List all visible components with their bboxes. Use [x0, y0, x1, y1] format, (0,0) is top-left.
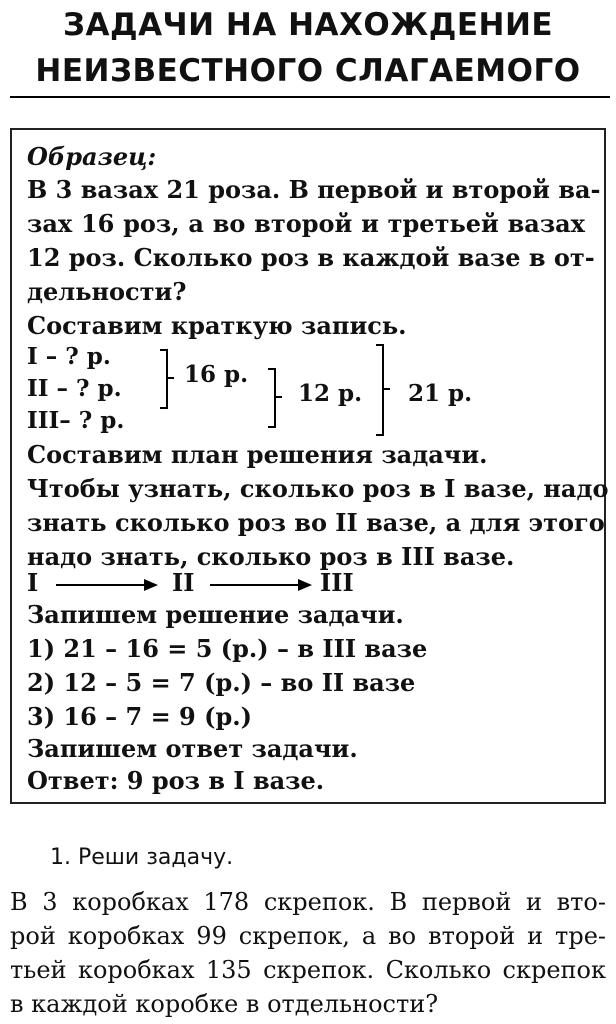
bracket-2-3-tick [274, 396, 282, 398]
answer-heading: Запишем ответ задачи. [27, 734, 358, 763]
task-line: В 3 коробках 178 скрепок. В первой и вто- [10, 888, 606, 916]
problem-line: 12 роз. Сколько роз в каждой вазе в от- [27, 243, 595, 272]
sum-2-3: 12 р. [298, 380, 363, 407]
problem-line: зах 16 роз, а во второй и третьей вазах [27, 209, 585, 238]
task-number: 1. Реши задачу. [50, 845, 234, 870]
bracket-1-2 [160, 349, 168, 409]
page-title [0, 2, 616, 94]
sum-total: 21 р. [408, 380, 473, 407]
title-line-1: ЗАДАЧИ НА НАХОЖДЕНИЕ [62, 7, 554, 43]
bracket-total-tick [382, 388, 390, 390]
solution-step: 2) 12 – 5 = 7 (р.) – во II вазе [27, 668, 416, 697]
flow-arrowhead-2 [298, 579, 312, 591]
bracket-2-3 [268, 368, 276, 428]
scheme-row-2: II – ? р. [27, 375, 122, 402]
bracket-1-2-tick [166, 377, 174, 379]
answer-text: Ответ: 9 роз в I вазе. [27, 766, 325, 795]
sample-heading: Образец: [27, 142, 157, 171]
flow-step-2: II [172, 568, 195, 597]
flow-arrow-1 [56, 584, 146, 586]
flow-arrow-2 [210, 584, 300, 586]
scheme-row-1: I – ? р. [27, 343, 111, 370]
sum-1-2: 16 р. [184, 361, 249, 388]
flow-step-3: III [320, 568, 354, 597]
problem-line: дельности? [27, 277, 187, 306]
task-line: тьей коробках 135 скрепок. Сколько скрепок [10, 956, 606, 984]
short-note-heading: Составим краткую запись. [27, 311, 407, 340]
plan-heading: Составим план решения задачи. [27, 440, 488, 469]
plan-line: Чтобы узнать, сколько роз в I вазе, надо [27, 474, 609, 503]
title-underline [10, 96, 610, 98]
task-line: рой коробках 99 скрепок, а во второй и тре- [10, 922, 606, 950]
title-line-2: НЕИЗВЕСТНОГО СЛАГАЕМОГО [35, 53, 581, 89]
plan-line: знать сколько роз во II вазе, а для этого [27, 508, 605, 537]
bracket-total [376, 344, 384, 436]
flow-arrowhead-1 [144, 579, 158, 591]
plan-line: надо знать, сколько роз в III вазе. [27, 542, 515, 571]
scheme-row-3: III– ? р. [27, 407, 125, 434]
solution-step: 1) 21 – 16 = 5 (р.) – в III вазе [27, 634, 428, 663]
task-line: в каждой коробке в отдельности? [10, 990, 439, 1018]
solution-heading: Запишем решение задачи. [27, 600, 404, 629]
flow-step-1: I [27, 568, 39, 597]
problem-line: В 3 вазах 21 роза. В первой и второй ва- [27, 175, 601, 204]
solution-step: 3) 16 – 7 = 9 (р.) [27, 702, 252, 731]
